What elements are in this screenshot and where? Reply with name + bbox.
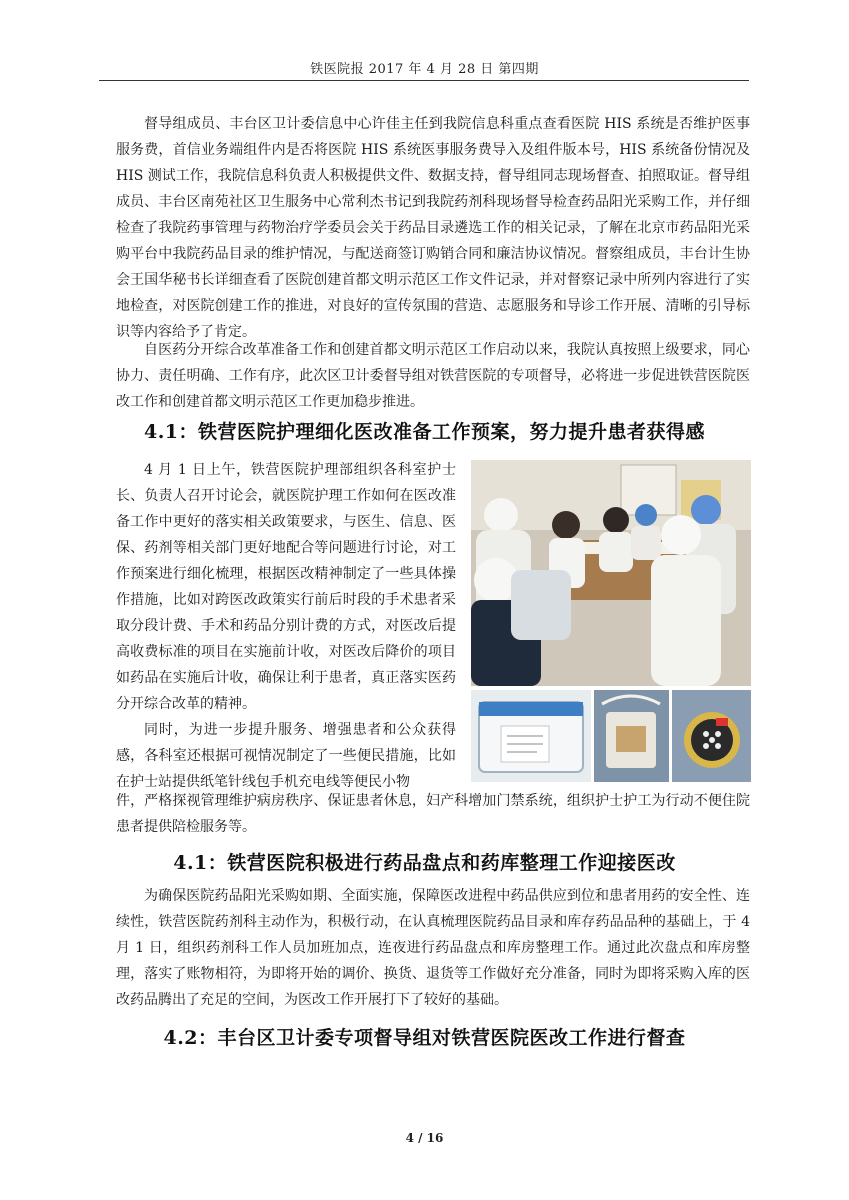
paragraph-inspection-details: 督导组成员、丰台区卫计委信息中心许佳主任到我院信息科重点查看医院 HIS 系统是否维护医事服务费，首信业务端组件内是否将医院 HIS 系统医事服务费导入及组件版本号，HIS 系统备份情况及 HIS 测试工作，我院信息科负责人积极提供文件、数据支持，督导组同志现场督查、拍照取证。督导组成员、丰台区南苑社区卫生服务中心常利杰书记到我院药剂科现场督导检查药品阳光采购工作，并仔细检查了我院药事管理与药物治疗学委员会关于药品目录遴选工作的相关记录，了解在北京市药品阳光采购平台中我院药品目录的维护情况，与配送商签订购销合同和廉洁协议情况。督察组成员，丰台计生协会王国华秘书长详细查看了医院创建首都文明示范区工作文件记录，并对督察记录中所列内容进行了实地检查，对医院创建工作的推进，对良好的宣传氛围的营造、志愿服务和导诊工作开展、清晰的引导标识等内容给予了肯定。: [116, 116, 750, 340]
sewing-kit-bag-photo: [594, 690, 669, 782]
nursing-text-column: [116, 457, 456, 795]
paragraph-convenience-measures: 同时，为进一步提升服务、增强患者和公众获得感，各科室还根据可视情况制定了一些便民措施，比如在护士站提供纸笔针线包手机充电线等便民小物: [116, 722, 456, 790]
paragraph-convenience-continued: 件，严格探视管理维护病房秩序、保证患者休息，妇产科增加门禁系统，组织护士护工为行动不便住院患者提供陪检服务等。: [116, 793, 750, 835]
section-heading-nursing: 4.1：铁营医院护理细化医改准备工作预案，努力提升患者获得感: [143, 421, 706, 443]
section-heading-pharmacy: 4.1：铁营医院积极进行药品盘点和药库整理工作迎接医改: [173, 852, 676, 874]
section-heading-inspection: 4.2：丰台区卫计委专项督导组对铁营医院医改工作进行督查: [163, 1027, 686, 1049]
newspaper-title: 铁医院报 2017 年 4 月 28 日 第四期: [310, 62, 539, 77]
charging-cable-photo: [672, 690, 751, 782]
header-divider: [99, 80, 749, 81]
paragraph-nursing-meeting: 4 月 1 日上午，铁营医院护理部组织各科室护士长、负责人召开讨论会，就医院护理工作如何在医改准备工作中更好的落实相关政策要求，与医生、信息、医保、药剂等相关部门更好地配合等问题进行讨论，对工作预案进行细化梳理，根据医改精神制定了一些具体操作措施，比如对跨医改政策实行前后时段的手术患者采取分段计费、手术和药品分别计费的方式，对医改后提高收费标准的项目在实施前计收，对医改后降价的项目如药品在实施后计收，确保让利于患者，真正落实医药分开综合改革的精神。: [116, 462, 456, 712]
nurses-meeting-photo: [471, 460, 751, 686]
storage-box-photo: [471, 690, 591, 782]
page-number: 4 / 16: [405, 1131, 444, 1145]
paragraph-summary: 自医药分开综合改革准备工作和创建首都文明示范区工作启动以来，我院认真按照上级要求，同心协力、责任明确、工作有序，此次区卫计委督导组对铁营医院的专项督导，必将进一步促进铁营医院医改工作和创建首都文明示范区工作更加稳步推进。: [116, 342, 750, 410]
paragraph-pharmacy-inventory: 为确保医院药品阳光采购如期、全面实施，保障医改进程中药品供应到位和患者用药的安全性、连续性，铁营医院药剂科主动作为，积极行动，在认真梳理医院药品目录和库存药品品种的基础上，于 4 月 1 日，组织药剂科工作人员加班加点，连夜进行药品盘点和库房整理工作。通过此次盘点和库房整理，落实了账物相符，为即将开始的调价、换货、退货等工作做好充分准备，同时为即将采购入库的医改药品腾出了充足的空间，为医改工作开展打下了较好的基础。: [116, 888, 750, 1008]
